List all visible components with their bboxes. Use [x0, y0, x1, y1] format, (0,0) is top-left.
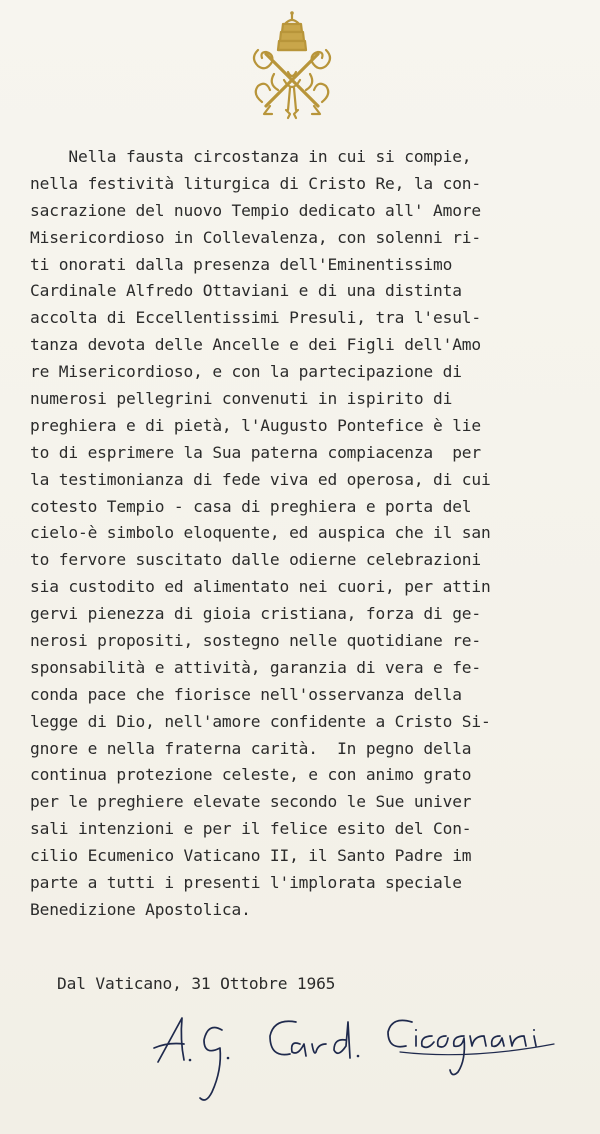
letter-line: cilio Ecumenico Vaticano II, il Santo Padre im — [30, 846, 472, 866]
letter-body — [30, 144, 590, 924]
handwritten-signature — [150, 1000, 560, 1110]
letter-line: cotesto Tempio - casa di preghiera e porta del — [30, 496, 472, 516]
letter-line: numerosi pellegrini convenuti in ispirito di — [30, 389, 453, 409]
letter-line: parte a tutti i presenti l'implorata speciale — [30, 873, 462, 893]
letter-line: accolta di Eccellentissimi Presuli, tra l'esul- — [30, 308, 481, 328]
letter-line: sia custodito ed alimentato nei cuori, per attin — [30, 577, 491, 597]
letter-line: la testimonianza di fede viva ed operosa, di cui — [30, 469, 491, 489]
letter-line: ti onorati dalla presenza dell'Eminentissimo — [30, 254, 453, 274]
letter-line: continua protezione celeste, e con animo grato — [30, 765, 472, 785]
letter-line: gervi pienezza di gioia cristiana, forza di ge- — [30, 604, 481, 624]
letter-line: to di esprimere la Sua paterna compiacenza per — [30, 442, 481, 462]
letter-line: to fervore suscitato dalle odierne celebrazioni — [30, 550, 481, 570]
letter-line: sponsabilità e attività, garanzia di vera e fe- — [30, 657, 481, 677]
letter-line: sali intenzioni e per il felice esito del Con- — [30, 819, 472, 839]
letter-line: tanza devota delle Ancelle e dei Figli dell'Amo — [30, 335, 481, 355]
letter-line: nerosi propositi, sostegno nelle quotidiane re- — [30, 631, 481, 651]
letter-line: gnore e nella fraterna carità. In pegno della — [30, 738, 472, 758]
letter-line: preghiera e di pietà, l'Augusto Pontefice è lie — [30, 415, 481, 435]
papal-coat-of-arms-icon — [244, 10, 340, 120]
letter-line: cielo-è simbolo eloquente, ed auspica che il san — [30, 523, 491, 543]
letter-line: nella festività liturgica di Cristo Re, la con- — [30, 173, 481, 193]
letter-line: legge di Dio, nell'amore confidente a Cristo Si- — [30, 711, 491, 731]
letter-line: Cardinale Alfredo Ottaviani e di una distinta — [30, 281, 462, 301]
letter-line: re Misericordioso, e con la partecipazione di — [30, 362, 462, 382]
dateline: Dal Vaticano, 31 Ottobre 1965 — [57, 974, 336, 993]
letter-line: Misericordioso in Collevalenza, con solenni ri- — [30, 227, 481, 247]
letter-line: Nella fausta circostanza in cui si compie, — [30, 147, 472, 166]
letter-line: per le preghiere elevate secondo le Sue univer — [30, 792, 472, 812]
letter-line: sacrazione del nuovo Tempio dedicato all' Amore — [30, 200, 481, 220]
letter-line: conda pace che fiorisce nell'osservanza della — [30, 684, 462, 704]
letter-line: Benedizione Apostolica. — [30, 899, 251, 919]
